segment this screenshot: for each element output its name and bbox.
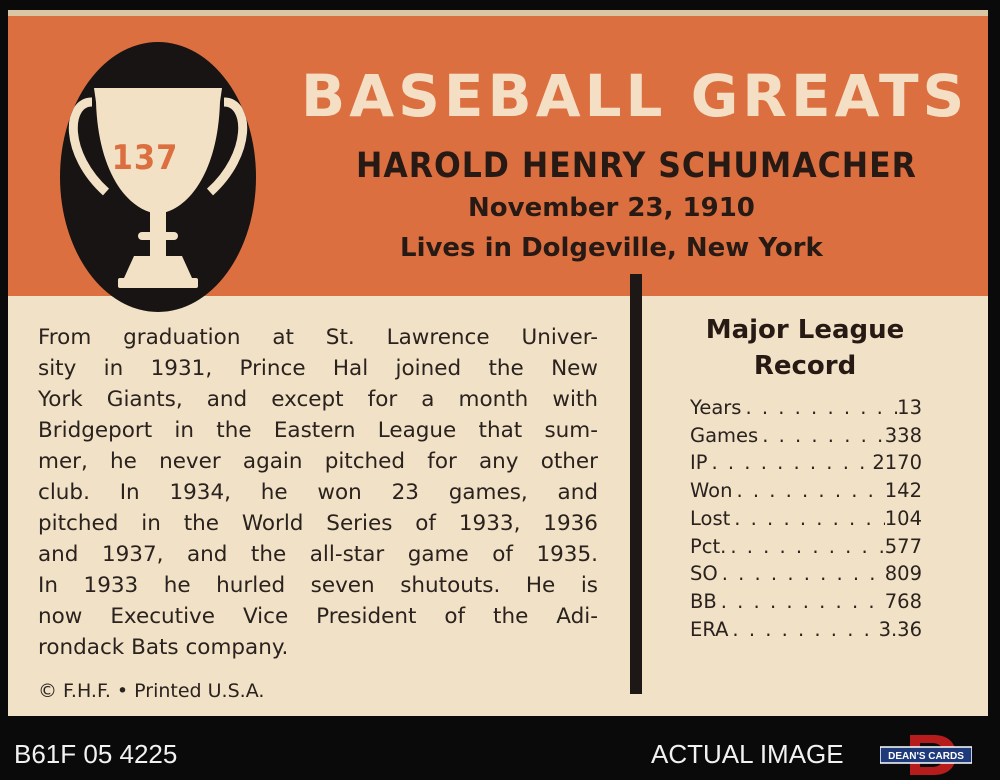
card-top-edge bbox=[8, 10, 988, 16]
stat-row bbox=[690, 449, 922, 477]
stat-value: 768 bbox=[884, 589, 922, 613]
biography bbox=[38, 322, 598, 663]
inventory-code: B61F 05 4225 bbox=[14, 739, 178, 769]
stat-row bbox=[690, 616, 922, 644]
stat-row bbox=[690, 505, 922, 533]
stat-row bbox=[690, 588, 922, 616]
record-title-line: Record bbox=[753, 351, 857, 381]
stat-value: 338 bbox=[884, 423, 922, 447]
deans-cards-logo bbox=[880, 733, 972, 777]
stat-value: 2170 bbox=[872, 451, 922, 475]
bio-line: pitched in the World Series of 1933, 1936 bbox=[38, 511, 598, 536]
bio-line: In 1933 he hurled seven shutouts. He is bbox=[38, 573, 598, 598]
stat-label: SO bbox=[690, 562, 718, 586]
bio-line: From graduation at St. Lawrence Univer- bbox=[38, 325, 598, 350]
stat-label: Lost bbox=[690, 506, 731, 530]
stat-value: 3.36 bbox=[878, 617, 922, 641]
bio-line: club. In 1934, he won 23 games, and bbox=[38, 480, 598, 505]
bio-line: rondack Bats company. bbox=[38, 635, 289, 660]
stat-label: ERA bbox=[690, 617, 729, 641]
card-back bbox=[8, 10, 988, 716]
record-title bbox=[680, 312, 930, 384]
residence: Lives in Dolgeville, New York bbox=[400, 233, 823, 263]
birth-date: November 23, 1910 bbox=[468, 193, 755, 223]
stat-row bbox=[690, 422, 922, 450]
stats-table bbox=[690, 394, 922, 643]
bio-line: Bridgeport in the Eastern League that sum- bbox=[38, 418, 598, 443]
column-divider bbox=[630, 274, 642, 694]
stat-value: 13 bbox=[897, 396, 922, 419]
actual-image-label: ACTUAL IMAGE bbox=[651, 739, 844, 769]
stat-row bbox=[690, 533, 922, 561]
record-title-line: Major League bbox=[705, 315, 905, 345]
stat-row bbox=[690, 560, 922, 588]
stat-value: 142 bbox=[884, 479, 922, 503]
card-header bbox=[8, 10, 988, 296]
stat-label: Pct. bbox=[690, 534, 727, 558]
trophy-oval bbox=[60, 42, 256, 312]
card-title: BASEBALL GREATS bbox=[301, 62, 969, 130]
logo-text: DEAN'S CARDS bbox=[888, 751, 964, 762]
stat-label: Years bbox=[690, 396, 742, 419]
stat-value: 104 bbox=[884, 506, 922, 530]
stat-value: 809 bbox=[884, 562, 922, 586]
bio-line: York Giants, and except for a month with bbox=[38, 387, 598, 412]
player-name: HAROLD HENRY SCHUMACHER bbox=[356, 146, 917, 186]
stat-row bbox=[690, 477, 922, 505]
stat-label: BB bbox=[690, 589, 717, 613]
stat-value: .577 bbox=[878, 534, 922, 558]
stat-label: IP bbox=[690, 451, 708, 475]
copyright-notice: © F.H.F. • Printed U.S.A. bbox=[38, 680, 265, 702]
bio-line: now Executive Vice President of the Adi- bbox=[38, 604, 598, 629]
stat-label: Games bbox=[690, 423, 759, 447]
bio-line: mer, he never again pitched for any other bbox=[38, 449, 598, 474]
bio-line: and 1937, and the all-star game of 1935. bbox=[38, 542, 598, 567]
card-number: 137 bbox=[111, 138, 179, 178]
bio-line: sity in 1931, Prince Hal joined the New bbox=[38, 356, 598, 381]
stat-row bbox=[690, 394, 922, 422]
stat-label: Won bbox=[690, 479, 733, 503]
